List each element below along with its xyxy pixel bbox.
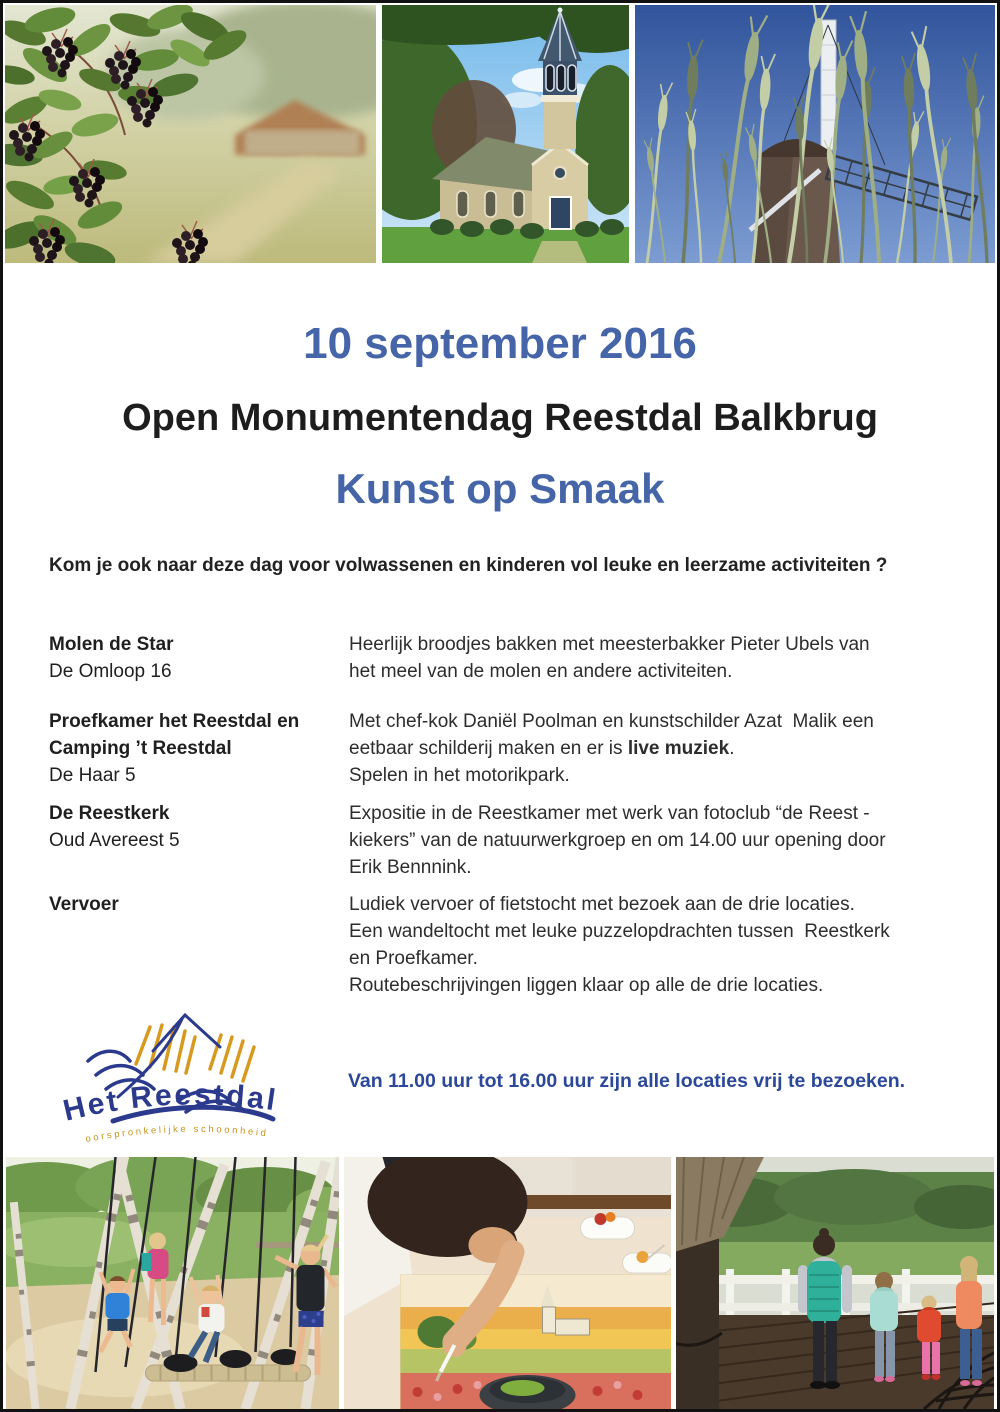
description-line: Heerlijk broodjes bakken met meesterbakker Pieter Ubels van — [349, 634, 870, 655]
description-line: kiekers” van de natuurwerkgroep en om 14.00 uur opening door — [349, 830, 886, 851]
location-address: Oud Avereest 5 — [49, 830, 180, 851]
svg-text:Het Reestdal — [60, 1078, 280, 1127]
footer-row — [58, 1009, 967, 1144]
viewpoint-image — [676, 1157, 994, 1409]
location-name: De Reestkerk — [49, 803, 170, 824]
top-photo-strip — [5, 5, 995, 263]
description-line: Spelen in het motorikpark. — [349, 765, 570, 786]
location-row — [49, 631, 967, 685]
location-name: Vervoer — [49, 894, 119, 915]
logo-tagline: oorspronkelijke schoonheid — [84, 1123, 270, 1145]
locations-list — [49, 631, 967, 999]
theme-title: Kunst op Smaak — [335, 465, 665, 512]
location-description — [349, 800, 967, 881]
intro-line: Kom je ook naar deze dag voor volwassenen en kinderen vol leuke en leerzame activiteiten ? — [49, 555, 888, 576]
description-line: Routebeschrijvingen liggen klaar op alle de drie locaties. — [349, 975, 824, 996]
description-line: Een wandeltocht met leuke puzzelopdrachten tussen Reestkerk — [349, 921, 890, 942]
description-line: Met chef-kok Daniël Poolman en kunstschilder Azat Malik een — [349, 711, 874, 732]
location-row — [49, 800, 967, 881]
event-title: Open Monumentendag Reestdal Balkbrug — [122, 397, 878, 439]
description-line: het meel van de molen en andere activiteiten. — [349, 661, 733, 682]
church-image — [382, 5, 629, 263]
location-label — [49, 708, 349, 789]
description-line: eetbaar schilderij maken en er is live muziek. — [349, 738, 735, 759]
location-label — [49, 891, 349, 999]
photo-viewpoint-deck — [676, 1157, 994, 1409]
location-label — [49, 631, 349, 685]
closing-line: Van 11.00 uur tot 16.00 uur zijn alle locaties vrij te bezoeken. — [348, 1070, 906, 1092]
date-title: 10 september 2016 — [303, 319, 697, 368]
location-name: Molen de Star — [49, 634, 174, 655]
location-name: Camping ’t Reestdal — [49, 738, 232, 759]
bottom-photo-strip — [6, 1157, 994, 1409]
photo-painting-workshop — [344, 1157, 671, 1409]
description-line: en Proefkamer. — [349, 948, 478, 969]
photo-windmill-wheat — [635, 5, 995, 263]
location-description — [349, 891, 967, 999]
painting-image — [344, 1157, 671, 1409]
elderberry-landscape-image — [5, 5, 376, 263]
windmill-image — [635, 5, 995, 263]
location-description — [349, 708, 967, 789]
location-description — [349, 631, 967, 685]
description-line: Erik Bennnink. — [349, 857, 472, 878]
playground-image — [6, 1157, 339, 1409]
description-line: Expositie in de Reestkamer met werk van fotoclub “de Reest - — [349, 803, 870, 824]
logo-wordmark: Het Reestdal — [60, 1078, 280, 1128]
photo-playground-children — [6, 1157, 339, 1409]
svg-text:oorspronkelijke schoonheid — [85, 1124, 269, 1145]
photo-elderberry-landscape — [5, 5, 376, 263]
location-address: De Haar 5 — [49, 765, 136, 786]
heron-logo-icon — [58, 1009, 308, 1149]
photo-reestkerk-church — [382, 5, 629, 263]
description-line: Ludiek vervoer of fietstocht met bezoek aan de drie locaties. — [349, 894, 855, 915]
location-row — [49, 708, 967, 789]
logo-reeds — [136, 1025, 254, 1081]
location-address: De Omloop 16 — [49, 661, 172, 682]
location-name: Proefkamer het Reestdal en — [49, 711, 300, 732]
het-reestdal-logo — [58, 1009, 308, 1144]
location-row — [49, 891, 967, 999]
location-label — [49, 800, 349, 881]
